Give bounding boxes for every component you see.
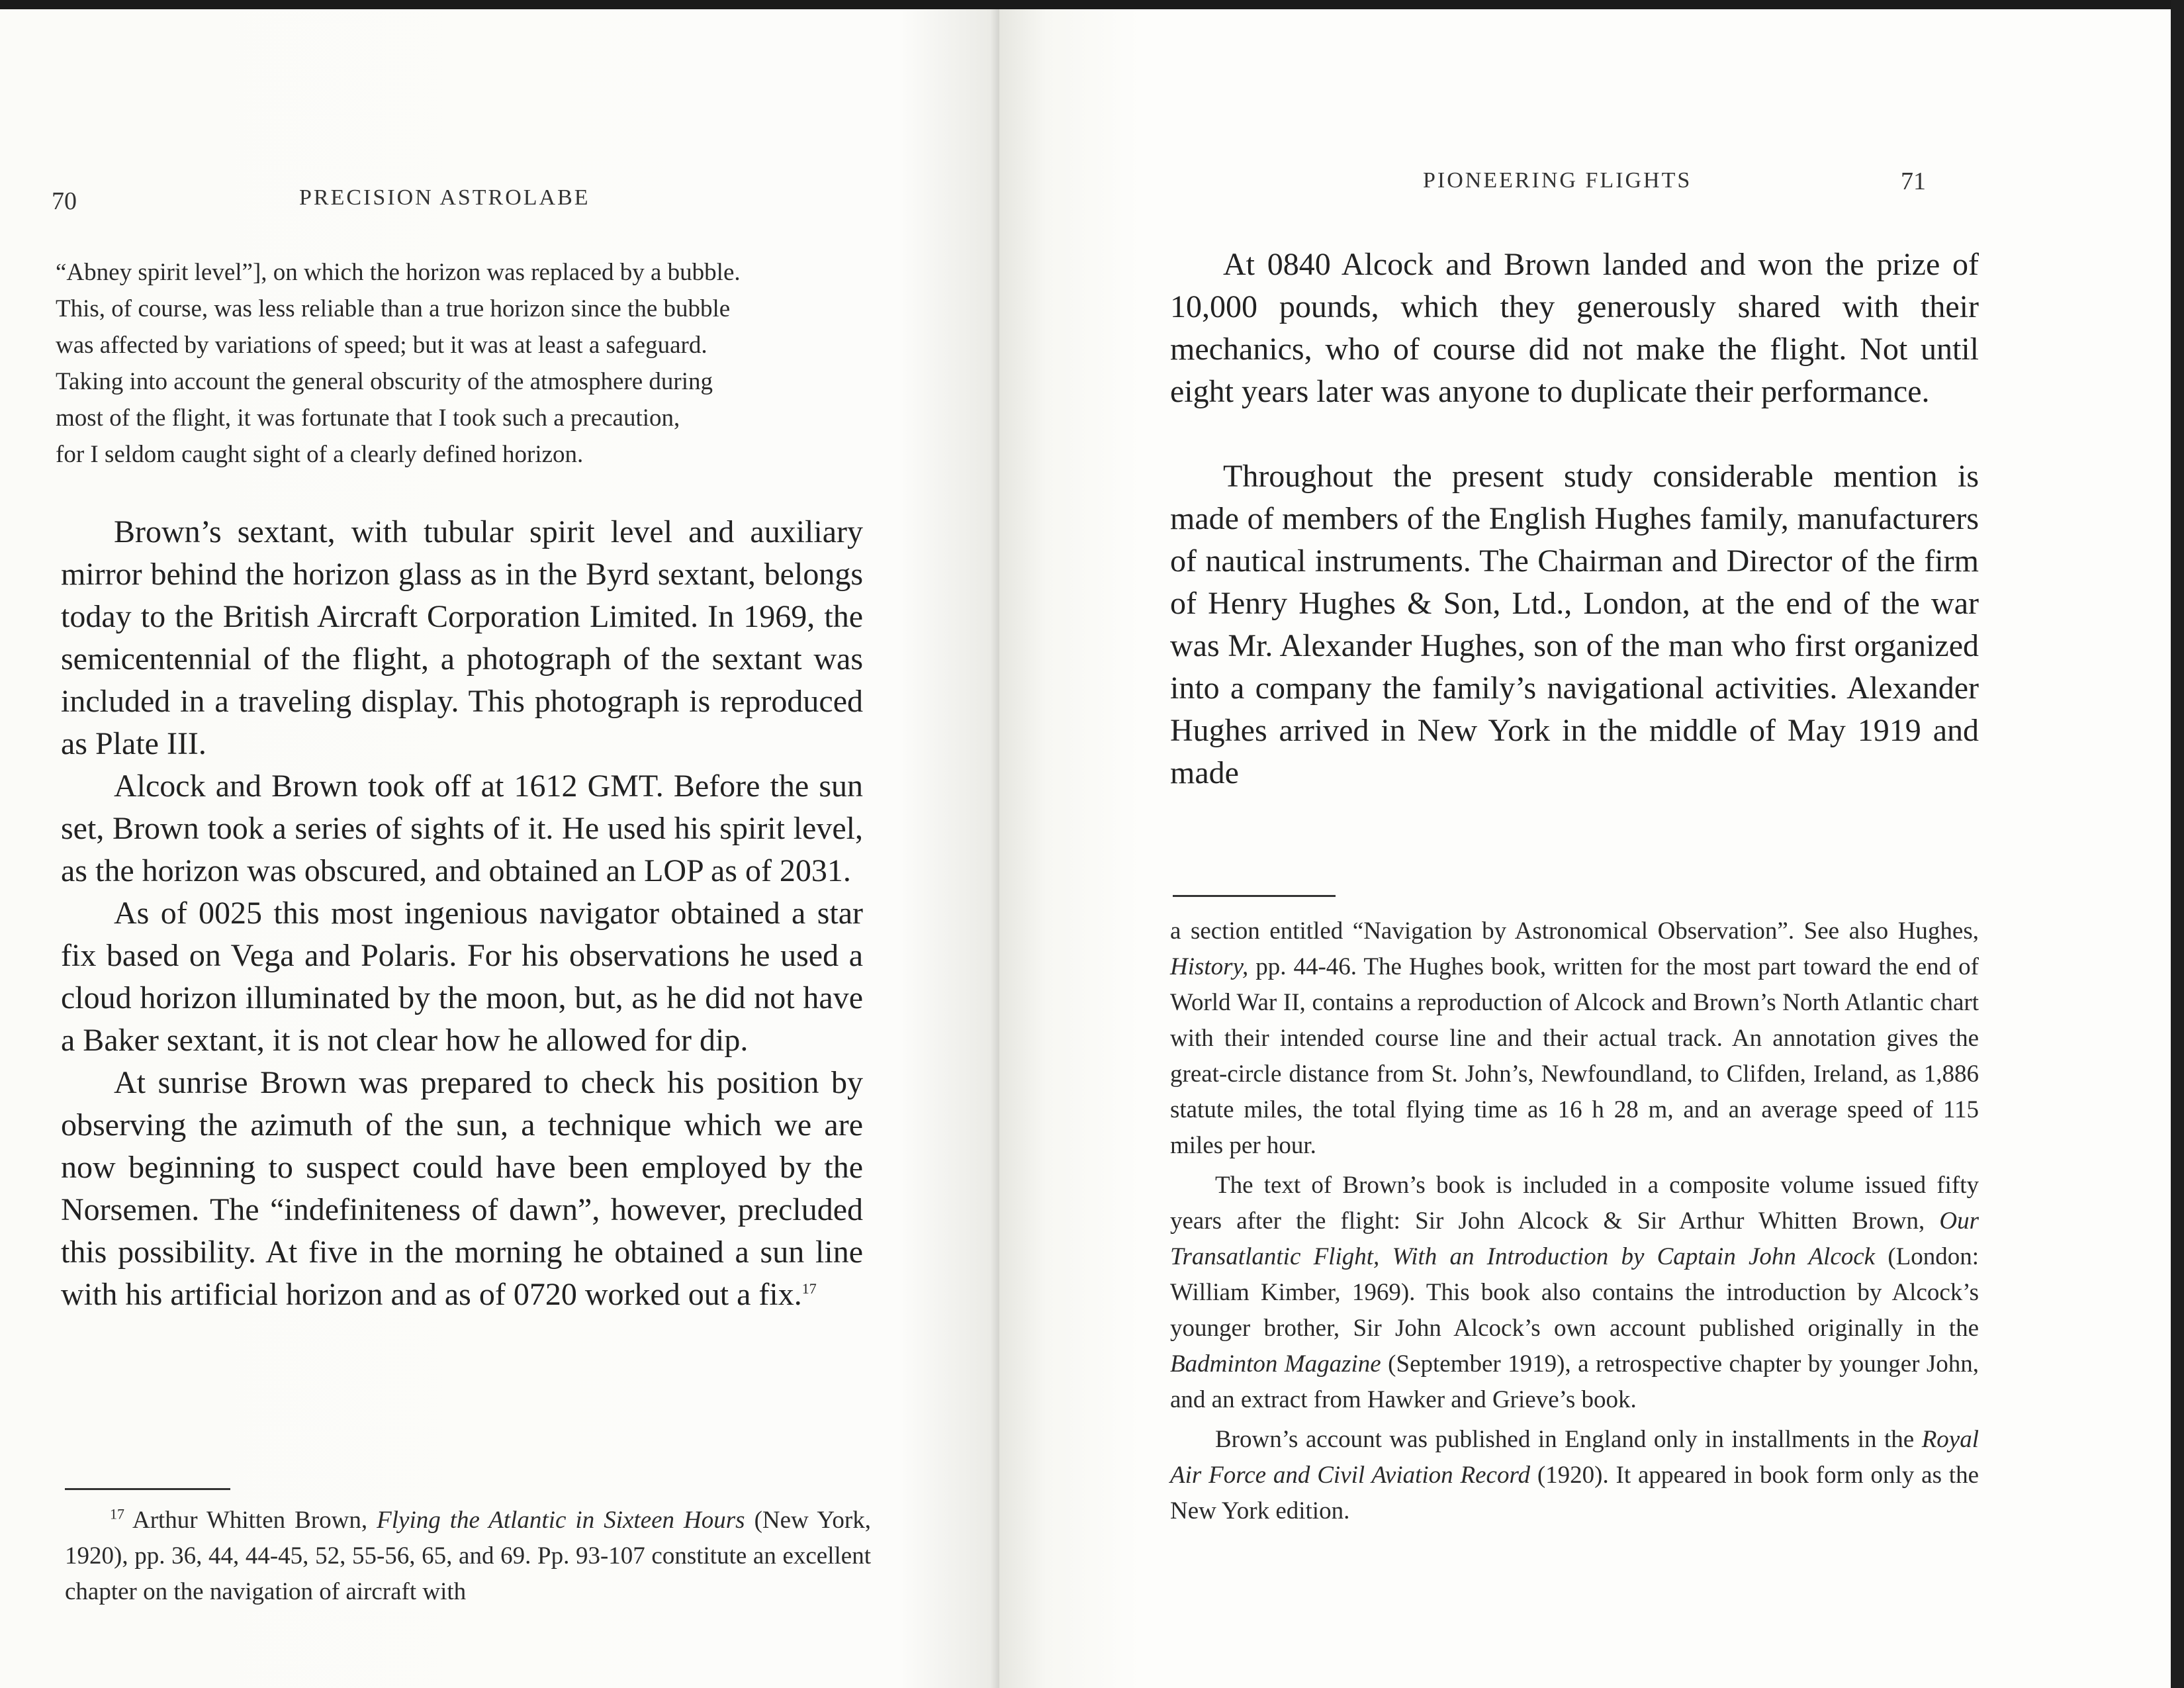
right-footnotes: [1170, 914, 1979, 1533]
footnote-rule: [65, 1488, 230, 1490]
paragraph: Brown’s sextant, with tubular spirit level and auxiliary mirror behind the horizon glass as in the Byrd sextant, belongs today to the British Aircraft Corporation Limited. In 1969, the semicentennial of the flight, a photograph of the sextant was included in a traveling display. This photograph is reproduced as Plate III.: [61, 514, 863, 761]
note-text: The text of Brown’s book is included in a composite volume issued fifty years after the flight: Sir John Alcock & Sir Arthur Whitten Brown,: [1170, 1172, 1979, 1235]
scan-right-edge: [2171, 0, 2184, 1688]
right-page-number: 71: [1901, 167, 1926, 195]
paragraph: [61, 1062, 863, 1316]
paragraph: As of 0025 this most ingenious navigator obtained a star fix based on Vega and Polaris. For his observations he used a cloud horizon illuminated by the moon, but, as he did not have a Baker sextant, it is not clear how he allowed for dip.: [61, 896, 863, 1058]
paragraph: Alcock and Brown took off at 1612 GMT. Before the sun set, Brown took a series of sights of it. He used his spirit level, as the horizon was obscured, and obtained an LOP as of 2031.: [61, 769, 863, 888]
left-page-number: 70: [52, 187, 77, 215]
right-running-head: PIONEERING FLIGHTS: [1423, 168, 1692, 193]
left-page: [0, 9, 999, 1688]
left-footnotes: [65, 1503, 871, 1614]
footnote-continuation: [1170, 914, 1979, 1164]
left-running-head: PRECISION ASTROLABE: [299, 185, 590, 210]
block-quote: [56, 254, 858, 473]
note-text: Brown’s account was published in England only in installments in the: [1215, 1426, 1915, 1453]
note-text: (September 1919), a retrospective chapter by younger John, and an extract from Hawker and Grieve’s book.: [1170, 1350, 1979, 1413]
quote-line: Taking into account the general obscurity of the atmosphere during: [56, 368, 713, 395]
note-italic: Badminton Magazine: [1170, 1350, 1381, 1378]
right-page: [999, 9, 2171, 1688]
quote-line: This, of course, was less reliable than a true horizon since the bubble: [56, 295, 731, 322]
right-body-text: [1170, 244, 1979, 794]
note-italic: Royal Air Force and Civil Aviation Record: [1170, 1426, 1979, 1489]
note-italic: Our Transatlantic Flight, With an Introduction by Captain John Alcock: [1170, 1207, 1979, 1270]
paragraph: At 0840 Alcock and Brown landed and won the prize of 10,000 pounds, which they generously shared with their mechanics, who of course did not make the flight. Not until eight years later was anyone to duplicate their performance.: [1170, 247, 1979, 409]
quote-line: was affected by variations of speed; but it was at least a safeguard.: [56, 332, 707, 359]
note-text: (1920). It appeared in book form only as the New York edition.: [1170, 1462, 1979, 1524]
note-text: pp. 44-46. The Hughes book, written for the most part toward the end of World War II, contains a reproduction of Alcock and Brown’s North Atlantic chart with their intended course line and their actual track. An annotation gives the great-circle distance from St. John’s, Newfoundland, to Clifden, Ireland, as 1,886 statute miles, the total flying time as 16 h 28 m, and an average speed of 115 miles per hour.: [1170, 953, 1979, 1159]
footnote-author: Arthur Whitten Brown,: [132, 1507, 368, 1534]
left-body-text: [61, 511, 863, 1316]
footnote: [65, 1503, 871, 1610]
note-text: a section entitled “Navigation by Astronomical Observation”. See also Hughes,: [1170, 917, 1979, 945]
paragraph-text: At sunrise Brown was prepared to check his position by observing the azimuth of the sun, a technique which we are now beginning to suspect could have been employed by the Norsemen. The “indefiniteness of dawn”, however, precluded this possibility. At five in the morning he obtained a sun line with his artificial horizon and as of 0720 worked out a fix.: [61, 1065, 863, 1312]
quote-line: “Abney spirit level”], on which the horizon was replaced by a bubble.: [56, 259, 741, 286]
quote-line: for I seldom caught sight of a clearly defined horizon.: [56, 441, 584, 468]
scan-top-edge: [0, 0, 2184, 9]
footnote-rule: [1173, 895, 1336, 897]
footnote-paragraph: [1170, 1168, 1979, 1418]
footnote-number: 17: [110, 1505, 124, 1523]
note-text: (London: William Kimber, 1969). This book also contains the introduction by Alcock’s younger brother, Sir John Alcock’s own account published originally in the: [1170, 1243, 1979, 1342]
footnote-paragraph: [1170, 1422, 1979, 1529]
footnote-title: Flying the Atlantic in Sixteen Hours: [377, 1507, 745, 1534]
note-italic: History,: [1170, 953, 1249, 980]
footnote-reference: 17: [801, 1280, 817, 1297]
footnote-rest: (New York, 1920), pp. 36, 44, 44-45, 52, 55-56, 65, and 69. Pp. 93-107 constitute an excellent chapter on the navigation of aircraft with: [65, 1507, 872, 1605]
paragraph: Throughout the present study considerable mention is made of members of the English Hughes family, manufacturers of nautical instruments. The Chairman and Director of the firm of Henry Hughes & Son, Ltd., London, at the end of the war was Mr. Alexander Hughes, son of the man who first organized into a company the family’s navigational activities. Alexander Hughes arrived in New York in the middle of May 1919 and made: [1170, 459, 1979, 790]
quote-line: most of the flight, it was fortunate that I took such a precaution,: [56, 404, 680, 432]
